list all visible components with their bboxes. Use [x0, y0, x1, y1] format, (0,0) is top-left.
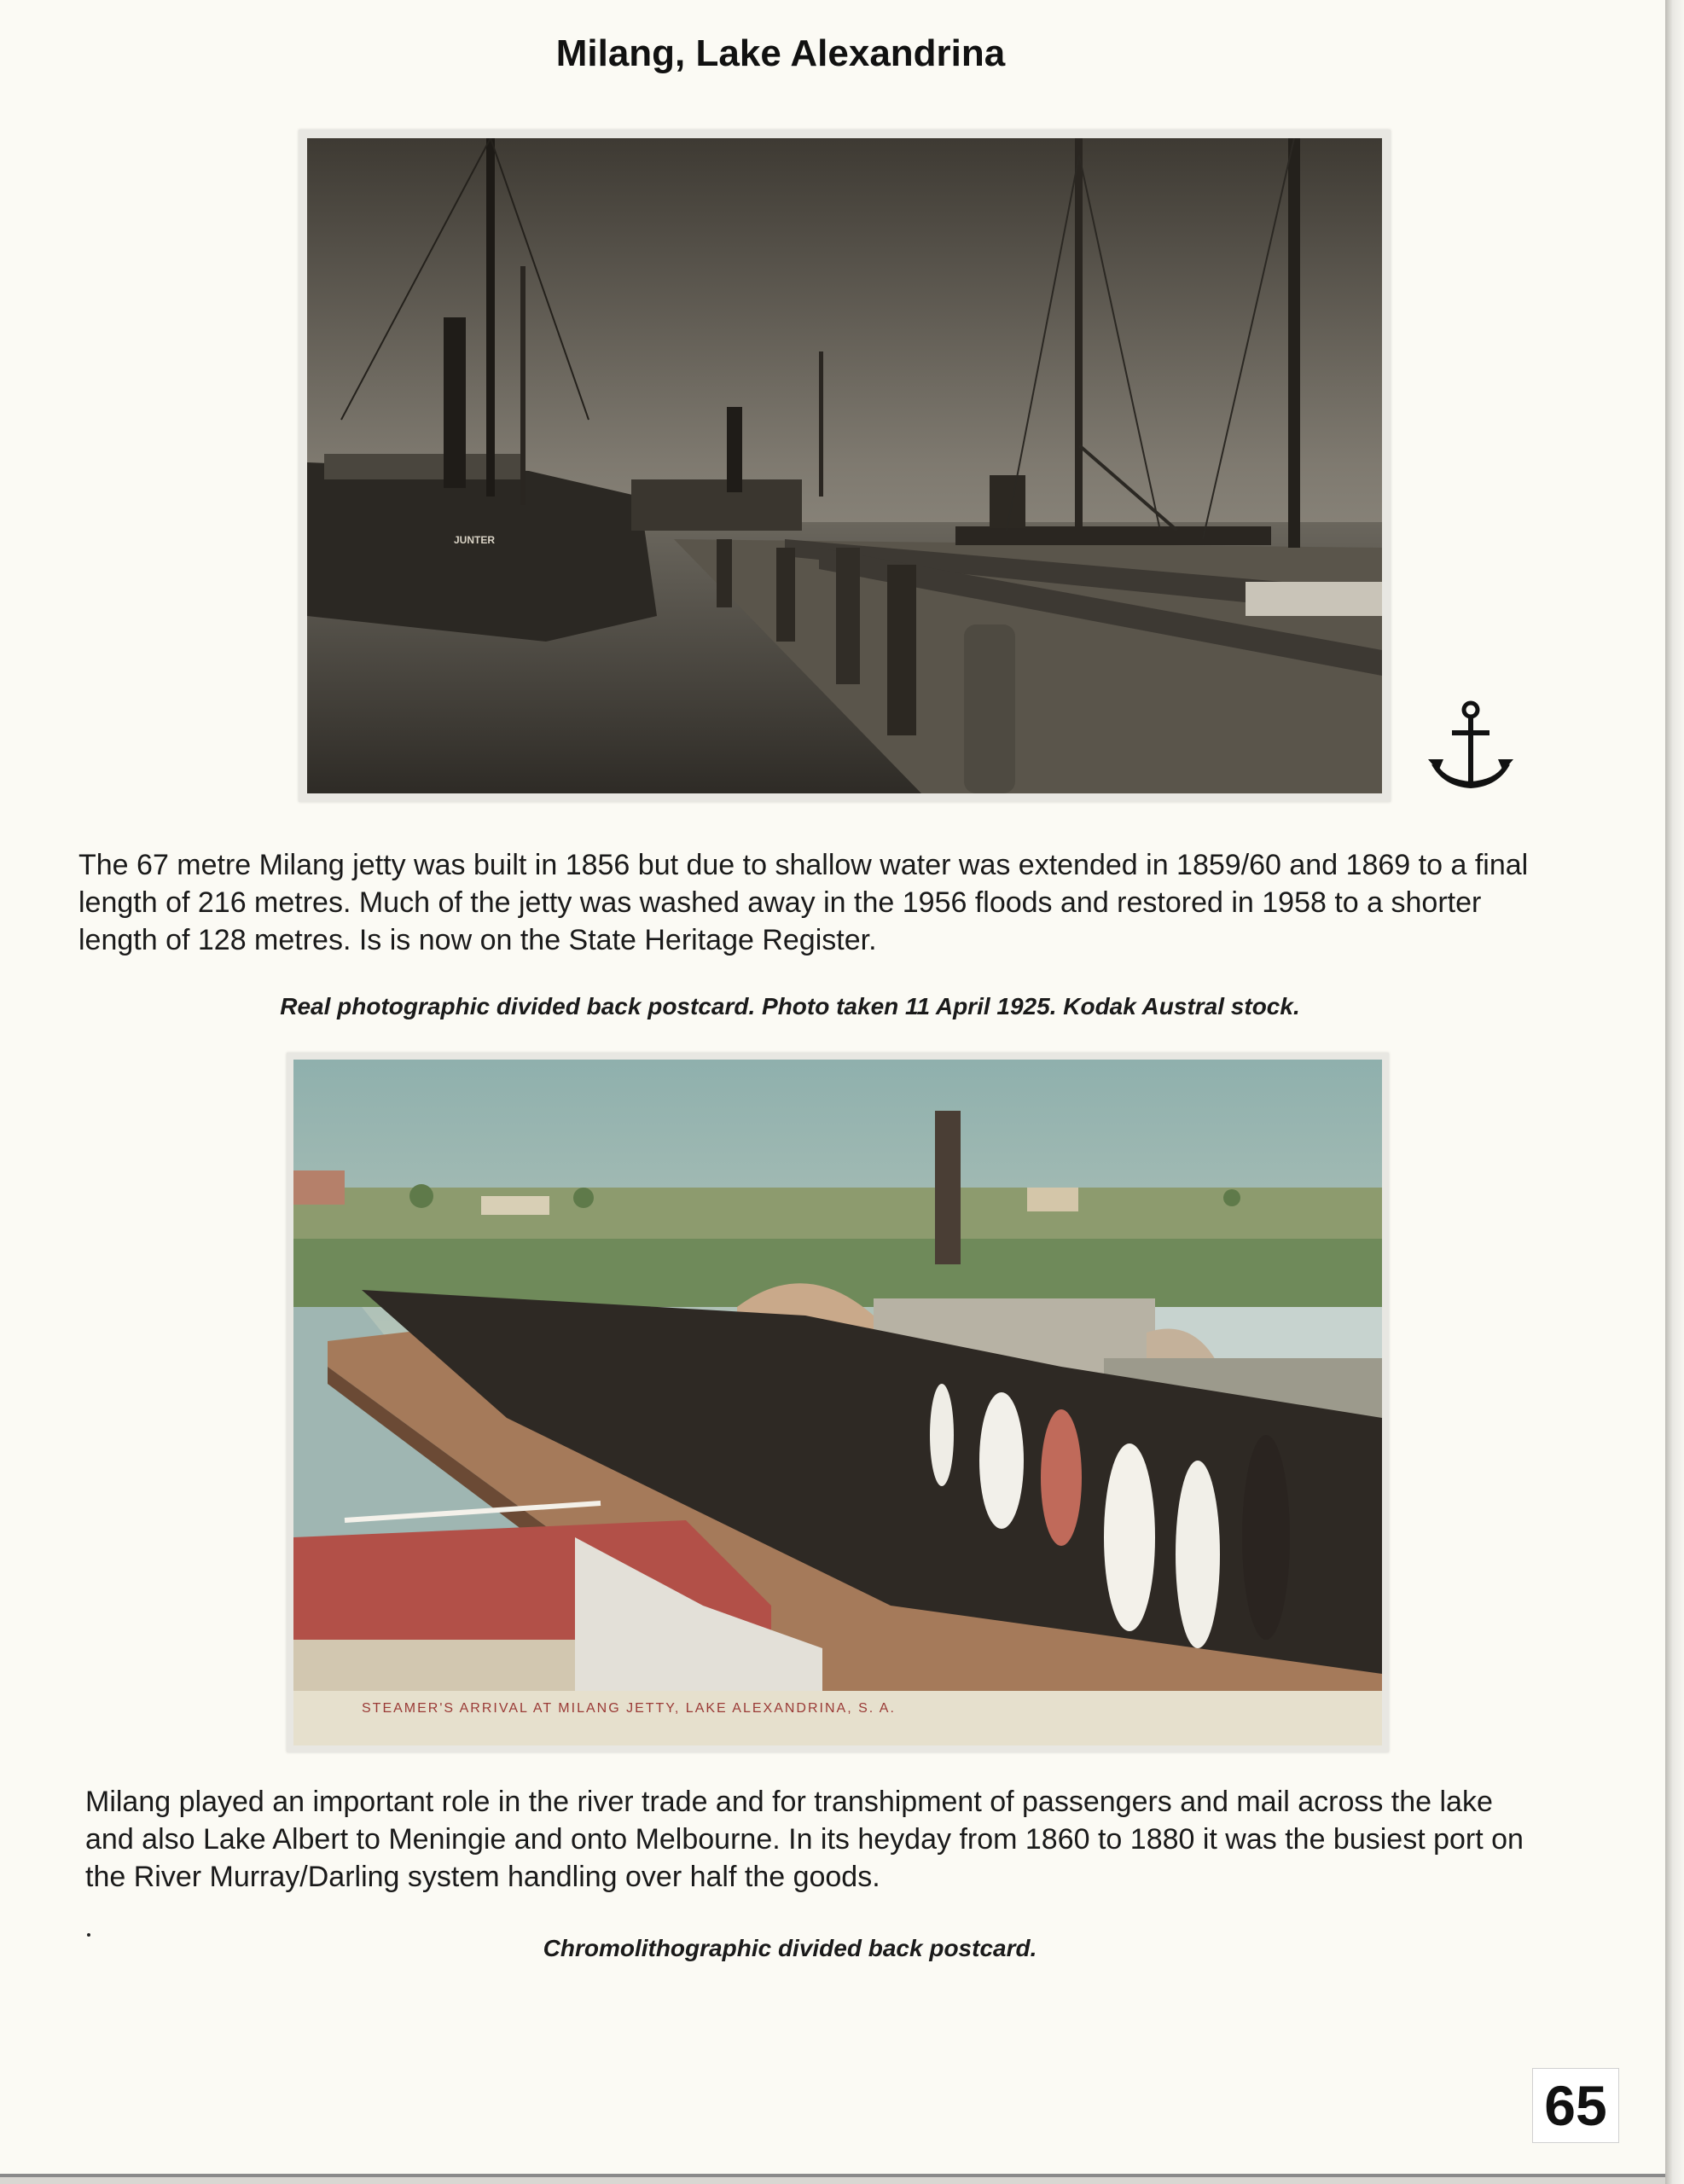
photo-caption-top: Real photographic divided back postcard. Photo taken 11 April 1925. Kodak Austral stock.: [280, 993, 1300, 1019]
postcard-printed-caption: STEAMER'S ARRIVAL AT MILANG JETTY, LAKE ALEXANDRINA, S. A.: [362, 1701, 896, 1716]
photo-mount-top: [299, 130, 1391, 802]
sepia-jetty-illustration: [307, 138, 1382, 793]
colour-steamer-postcard: [293, 1060, 1382, 1745]
jetty-history-paragraph: The 67 metre Milang jetty was built in 1856 but due to shallow water was extended in 1859/60 and 1869 to a final length of 216 metres. Much of the jetty was washed away in the 1956 floods and restored in 1958 to a shorter length of 128 metres. Is is now on the State Heritage Register.: [78, 849, 1529, 956]
photo-mount-bottom: [287, 1053, 1389, 1752]
page-title: Milang, Lake Alexandrina: [555, 32, 1006, 74]
steamer-arrival-illustration: [293, 1060, 1382, 1745]
hull-name: JUNTER: [454, 534, 496, 546]
sepia-jetty-photo: [307, 138, 1382, 793]
anchor-icon: [1426, 698, 1515, 797]
page-edge: [1665, 0, 1684, 2184]
page-number: 65: [1532, 2068, 1619, 2143]
photo-caption-bottom: Chromolithographic divided back postcard.: [543, 1935, 1037, 1961]
river-trade-paragraph: Milang played an important role in the river trade and for transhipment of passengers and mail across the lake and also Lake Albert to Meningie and onto Melbourne. In its heyday from 1860 to 1880 it was the busiest port on the River Murray/Darling system handling over half the goods.: [85, 1786, 1524, 1893]
